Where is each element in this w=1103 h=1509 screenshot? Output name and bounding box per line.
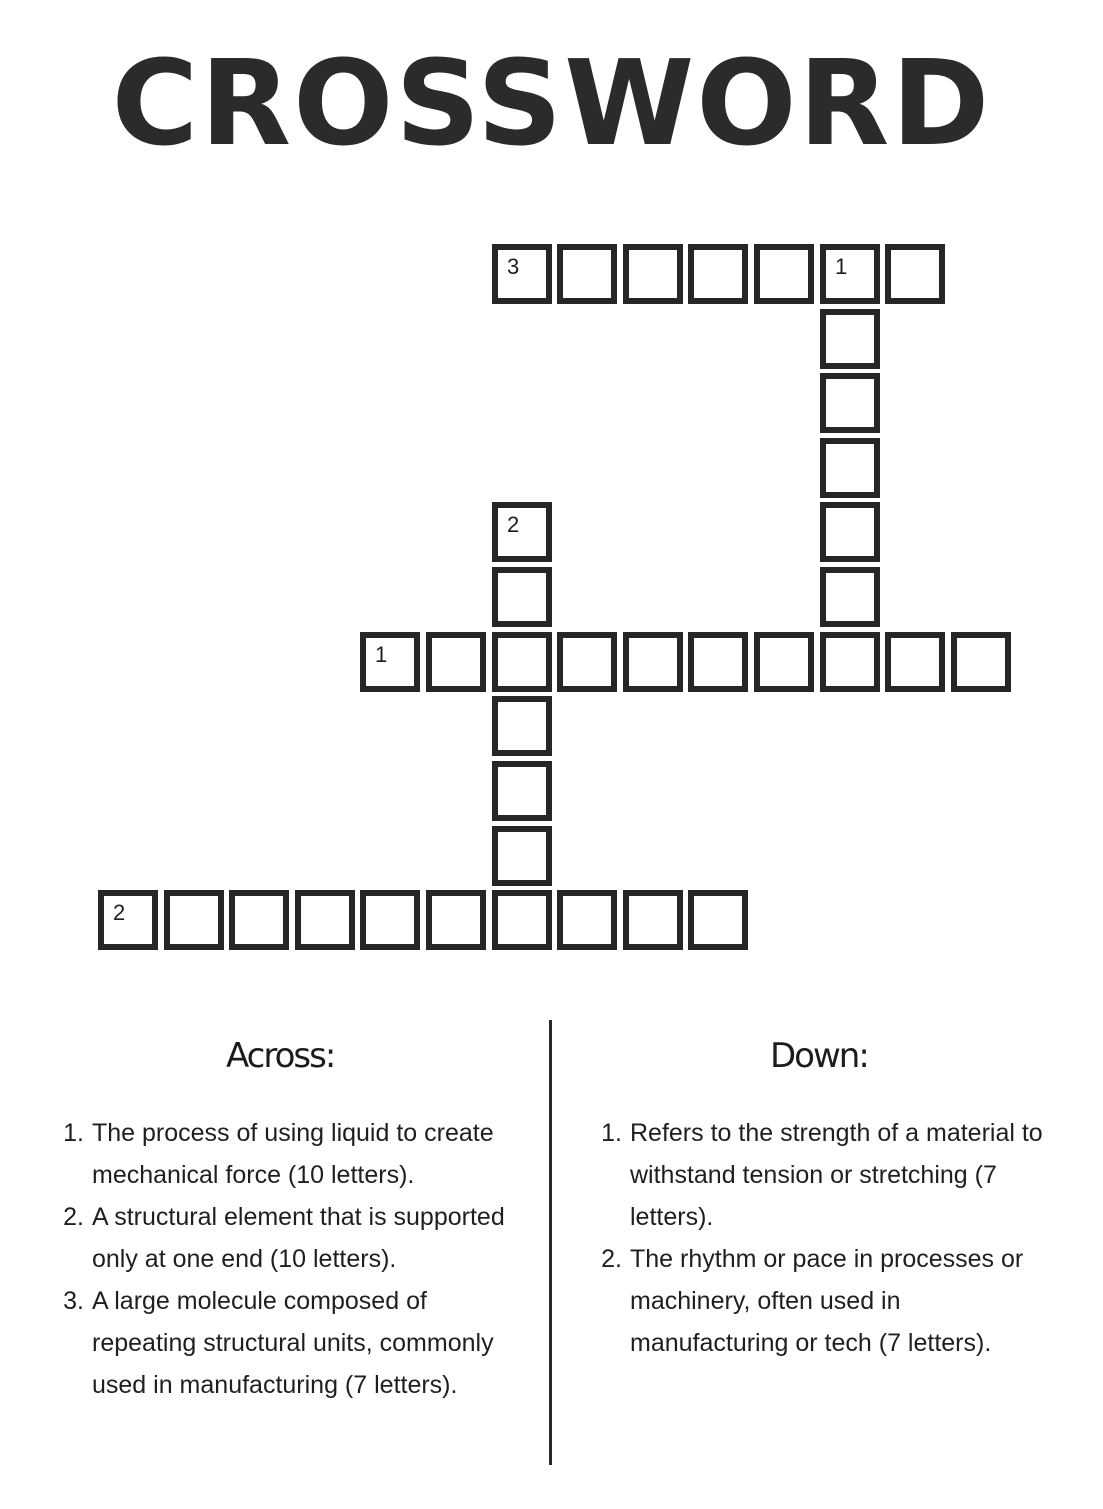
grid-cell[interactable]: [820, 438, 880, 498]
clue-text: A structural element that is supported only at one end (10 letters).: [92, 1203, 505, 1273]
down-heading: Down:: [770, 1036, 868, 1076]
grid-cell[interactable]: [360, 632, 420, 692]
grid-cell[interactable]: [295, 890, 355, 950]
clue-index: 2.: [63, 1203, 84, 1231]
across-clue-3: [58, 1280, 528, 1406]
grid-cell[interactable]: [820, 244, 880, 304]
grid-cell[interactable]: [885, 244, 945, 304]
down-clue-2: [596, 1238, 1056, 1364]
grid-cell[interactable]: [688, 632, 748, 692]
grid-cell[interactable]: [557, 890, 617, 950]
grid-cell[interactable]: [98, 890, 158, 950]
grid-cell[interactable]: [426, 632, 486, 692]
column-divider: [549, 1020, 552, 1465]
down-clue-1: [596, 1112, 1056, 1238]
grid-cell[interactable]: [820, 567, 880, 627]
grid-cell[interactable]: [820, 632, 880, 692]
clue-number: 2: [113, 900, 126, 925]
grid-cell[interactable]: [820, 502, 880, 562]
grid-cell[interactable]: [426, 890, 486, 950]
across-clue-list: [58, 1112, 528, 1406]
clue-number: 1: [835, 254, 848, 279]
grid-cell[interactable]: [623, 632, 683, 692]
across-clue-2: [58, 1196, 528, 1280]
grid-cell[interactable]: [360, 890, 420, 950]
grid-cell[interactable]: [754, 632, 814, 692]
clue-index: 3.: [63, 1287, 84, 1315]
clue-index: 2.: [601, 1245, 622, 1273]
grid-cell[interactable]: [688, 244, 748, 304]
grid-cell[interactable]: [492, 826, 552, 886]
across-clue-1: [58, 1112, 528, 1196]
clue-text: The rhythm or pace in processes or machinery, often used in manufacturing or tech (7 letters).: [630, 1245, 1024, 1357]
grid-cell[interactable]: [492, 632, 552, 692]
grid-cell[interactable]: [492, 567, 552, 627]
grid-cell[interactable]: [623, 244, 683, 304]
grid-cell[interactable]: [820, 309, 880, 369]
grid-cell[interactable]: [557, 632, 617, 692]
grid-cell[interactable]: [229, 890, 289, 950]
grid-cell[interactable]: [951, 632, 1011, 692]
grid-cell[interactable]: [754, 244, 814, 304]
across-heading: Across:: [226, 1036, 335, 1076]
grid-cell[interactable]: [623, 890, 683, 950]
grid-cell[interactable]: [492, 244, 552, 304]
clue-number: 3: [507, 254, 520, 279]
clue-number: 1: [375, 642, 388, 667]
clue-text: A large molecule composed of repeating structural units, commonly used in manufacturing (7 letters).: [92, 1287, 494, 1399]
grid-cell[interactable]: [688, 890, 748, 950]
page-title: CROSSWORD: [111, 34, 992, 172]
clue-index: 1.: [63, 1119, 84, 1147]
grid-cell[interactable]: [492, 890, 552, 950]
grid-cell[interactable]: [164, 890, 224, 950]
clue-number: 2: [507, 512, 520, 537]
clue-text: The process of using liquid to create mechanical force (10 letters).: [92, 1119, 494, 1189]
grid-cell[interactable]: [557, 244, 617, 304]
down-clue-list: [596, 1112, 1056, 1364]
clue-index: 1.: [601, 1119, 622, 1147]
grid-cell[interactable]: [885, 632, 945, 692]
grid-cell[interactable]: [492, 761, 552, 821]
grid-cell[interactable]: [820, 373, 880, 433]
grid-cell[interactable]: [492, 696, 552, 756]
grid-cell[interactable]: [492, 502, 552, 562]
clue-text: Refers to the strength of a material to withstand tension or stretching (7 letters).: [630, 1119, 1043, 1231]
